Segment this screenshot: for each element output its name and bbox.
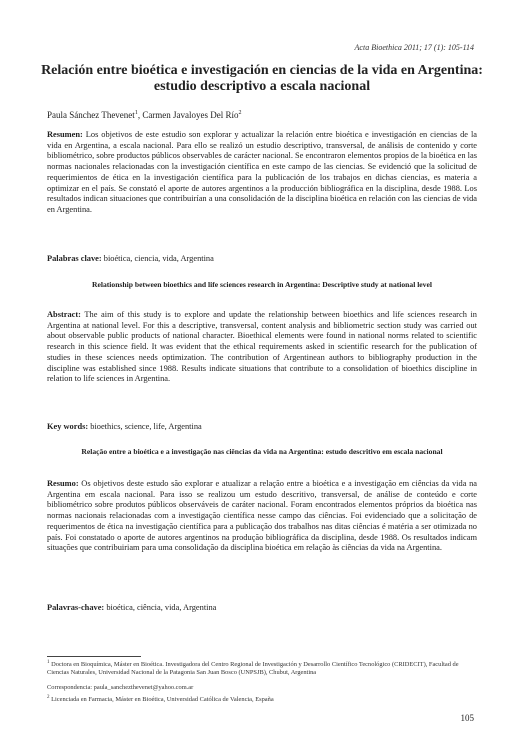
footnote-correspondence <box>47 684 477 692</box>
footnote-2 <box>47 694 477 704</box>
key-words-text: bioethics, science, life, Argentina <box>88 422 202 431</box>
authors <box>47 110 242 120</box>
footnote-1 <box>47 659 477 678</box>
footnote-2-text: Licenciada en Farmacia, Máster en Bioética, Universidad Católica de Valencia, España <box>49 696 274 704</box>
key-words <box>47 422 202 431</box>
footnote-2-mark: 2 <box>47 695 50 700</box>
palabras-clave-label: Palabras clave: <box>47 254 102 263</box>
resumen-label: Resumen: <box>47 130 83 139</box>
author-1-mark: 1 <box>134 110 138 116</box>
author-2-mark: 2 <box>238 110 242 116</box>
author-1: Paula Sánchez Thevenet <box>47 110 135 120</box>
resumo-text: Os objetivos deste estudo são explorar e atualizar a relação entre a bioética e a investigação em ciências da vida na Argentina em escala nacional. Para isso se realizou um estudo descritivo, transversal, de análise de conteúdo e corte bibliométrico sobre produtos públicos observáveis de caráter nacional. Foram encontrados elementos próprios da bioética nas normas nacionais relacionadas com a investigação científica nesse campo das ciências. Foi evidenciado que a solicitação de requerimentos de ética na investigação científica para a publicação dos trabalhos nas ditas ciências é matéria a ser otimizada no país. Foi constatado o aporte de autores argentinos na produção bibliográfica da disciplina, desde 1988. Os resultados indicam situações que contribuiriam para uma consolidação da disciplina bioética em relação às ciências da vida na Argentina. <box>47 479 477 553</box>
footnote-1-mark: 1 <box>47 660 50 665</box>
palabras-clave <box>47 254 214 263</box>
resumen-paragraph <box>47 130 477 216</box>
page-number: 105 <box>460 713 474 723</box>
footnote-rule <box>47 656 141 657</box>
abstract-text: The aim of this study is to explore and update the relationship between bioethics and life sciences research in Argentina at national level. For this a descriptive, transversal, content analysis and bibliometric section study was carried out about observable public products of national character. Bioethical elements were found in national norms related to scientific research in this science field. It was evident that the ethical requirements asked in scientific research for the publication of studies in these sciences needs optimization. The contribution of Argentinean authors to bibliography production in the discipline was established since 1988. Results indicate situations that contribute to a consolidation of bioethics discipline in relation to life sciences in Argentina. <box>47 310 477 384</box>
palavras-chave-label: Palavras-chave: <box>47 603 105 612</box>
english-title: Relationship between bioethics and life sciences research in Argentina: Descriptive study at national level <box>92 280 432 289</box>
footnote-correspondence-text: Correspondencia: paula_sanchezthevenet@yahoo.com.ar <box>47 684 194 691</box>
resumo-paragraph <box>47 479 477 554</box>
abstract-paragraph <box>47 310 477 385</box>
resumen-text: Los objetivos de este estudio son explorar y actualizar la relación entre bioética e investigación en ciencias de la vida en Argentina, a escala nacional. Para ello se realizó un estudio descriptivo, transversal, de análisis de contenido y corte bibliométrico, sobre productos públicos observables de carácter nacional. Se encontraron elementos propios de la bioética en las normas nacionales relacionadas con la investigación científica en este campo de las ciencias. Se evidenció que la solicitud de requerimientos de ética en la investigación científica para la publicación de los trabajos en dichas ciencias, es materia a optimizar en el país. Se constató el aporte de autores argentinos a la producción bibliográfica en la disciplina, desde 1988. Los resultados indican situaciones que contribuirían a una consolidación de la disciplina bioética en relación con las ciencias de vida en Argentina. <box>47 130 477 214</box>
article-title: Relación entre bioética e investigación en ciencias de la vida en Argentina: estudio descriptivo a escala nacional <box>41 63 483 94</box>
resumo-label: Resumo: <box>47 479 79 488</box>
key-words-label: Key words: <box>47 422 89 431</box>
palavras-chave-text: bioética, ciência, vida, Argentina <box>104 603 217 612</box>
footnote-1-text: Doctora en Bioquímica, Máster en Bioética. Investigadora del Centro Regional de Investigación y Desarrollo Científico Tecnológico (CRIDECIT), Facultad de Ciencias Naturales, Universidad Nacional de la Patagonia San Juan Bosco (UNPSJB), Chubut, Argentina <box>47 661 459 677</box>
palabras-clave-text: bioética, ciencia, vida, Argentina <box>101 254 214 263</box>
author-2: , Carmen Javaloyes Del Río <box>137 110 239 120</box>
running-head: Acta Bioethica 2011; 17 (1): 105-114 <box>354 43 474 52</box>
palavras-chave <box>47 603 216 612</box>
portuguese-title: Relação entre a bioética e a investigação nas ciências da vida na Argentina: estudo descritivo em escala nacional <box>81 447 443 456</box>
abstract-label: Abstract: <box>47 310 81 319</box>
